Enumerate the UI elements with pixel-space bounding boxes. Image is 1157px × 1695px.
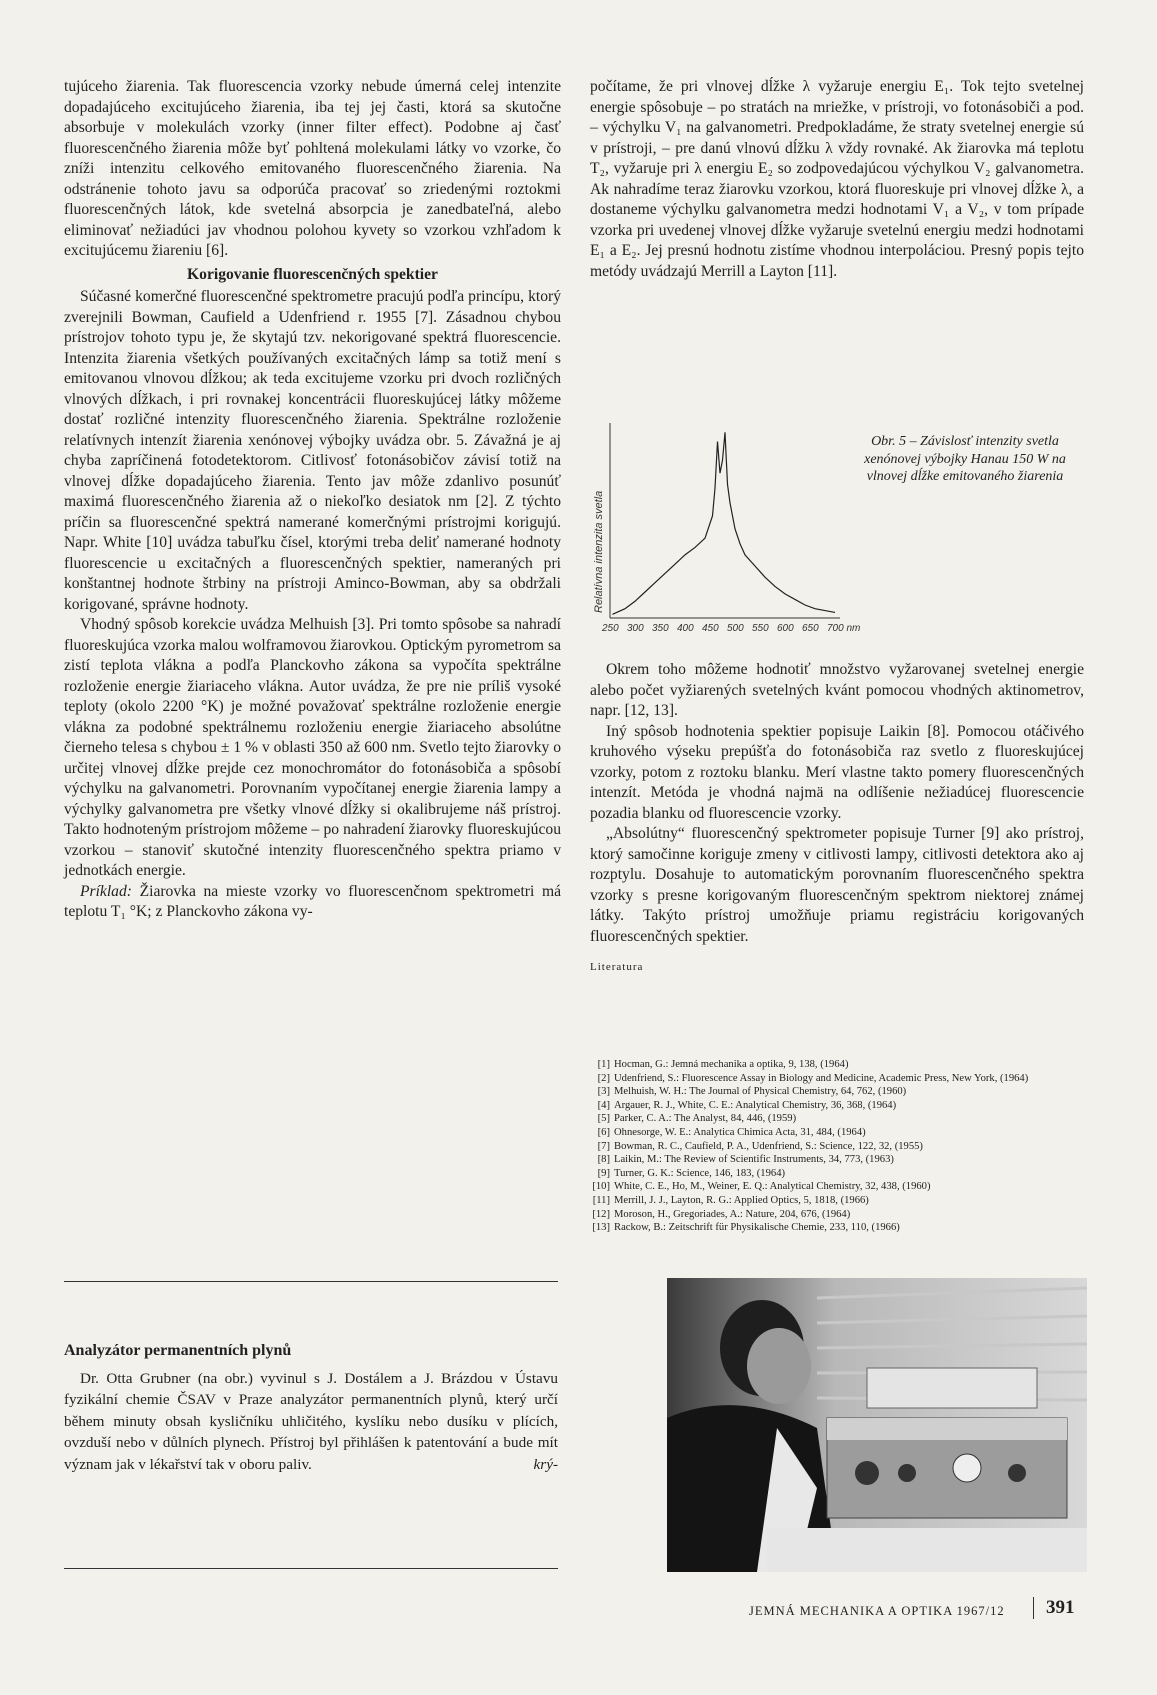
example-label: Príklad: xyxy=(80,882,132,900)
paragraph: počítame, že pri vlnovej dĺžke λ vyžaruje energiu E₁. Tok tejto svetelnej energie spôsobuje – po stratách na mriežke, v prístroji, vo fotonásobiči a pod. – výchylku V₁ na galvanometri. Predpokladáme, že straty svetelnej energie sú v prístroji, – pre danú vlnovú dĺžku λ vždy rovnaké. Ak žiarovka má teplotu T₂, vyžaruje pri λ energiu E₂ so zodpovedajúcou výchylkou V₂ galvanometra. Ak nahradíme teraz žiarovku vzorkou, ktorá fluoreskuje pri vlnovej dĺžke λ, a dostaneme výchylku galvanometra medzi hodnotami V₁ a V₂, v tom prípade vzorka pri uvedenej vlnovej dĺžke vyžaruje svetelnú energiu medzi hodnotami E₁ a E₂. Jej presnú hodnotu zistíme vhodnou interpoláciou. Presný popis tejto metódy uvádzajú Merrill a Layton [11]. xyxy=(590,78,1084,280)
reference-number: [12] xyxy=(592,1208,610,1220)
reference-item xyxy=(590,1058,1090,1072)
paragraph: tujúceho žiarenia. Tak fluorescencia vzorky nebude úmerná celej intenzite dopadajúceho excitujúceho žiarenia, iba tej jej časti, ktorá sa skutočne absorbuje v molekulách vzorky (inner filter effect). Podobne aj časť fluorescenčného žiarenia môže byť pohltená molekulami látky vo vzorke, čo zníži intenzitu celkového emitovaného fluorescenčného žiarenia. Na odstránenie tohoto javu sa odporúča pracovať so zriedenými roztokmi fluorescenčných látok, kde svetelná absorpcia je zanedbateľná, alebo eliminovať nežiadúci jav vhodnou polohou kyvety so vzorkou vzhľadom k excitujúcemu žiareniu [6]. xyxy=(64,78,561,259)
reference-text: Rackow, B.: Zeitschrift für Physikalische Chemie, 233, 110, (1966) xyxy=(614,1222,900,1234)
x-tick-label: 700 nm xyxy=(827,623,861,634)
divider xyxy=(64,1281,558,1282)
paragraph: Súčasné komerčné fluorescenčné spektrometre pracujú podľa princípu, ktorý zverejnili Bowman, Caufield a Udenfriend r. 1955 [7]. Zásadnou chybou prístrojov tohoto typu je, že skytajú tzv. nekorigované spektrá fluorescencie. Intenzita žiarenia všetkých používaných excitačných lámp sa totiž mení s emitovanou vlnovou dĺžkou; ak teda excitujeme vzorku pri dvoch rozličných vlnových dĺžkach, i pri rovnakej koncentrácii fluoreskujúcej látky môžeme dostať rozličné intenzity fluorescenčného žiarenia. Spektrálne rozloženie relatívnych intenzít žiarenia xenónovej výbojky uvádza obr. 5. Závažná je aj chyba zapríčinená fotodetektorom. Citlivosť fotonásobičov závisí totiž na vlnovej dĺžke dopadajúceho žiarenia. Tento jav môže zdanlivo posunúť maximá fluorescenčného žiarenia až o niekoľko desiatok nm [2]. Z týchto príčin sa fluorescenčné spektrá namerané komerčnými prístrojmi korigujú. Napr. White [10] uvádza tabuľku čísel, ktorými treba deliť namerané hodnoty fluorescencie u excitačných a fluorescenčných spektier, nameraných pri konštantnej hodnote štrbiny na prístroji Aminco-Bowman, aby sa obdržali korigované, správne hodnoty. xyxy=(64,288,561,613)
reference-number: [9] xyxy=(597,1167,610,1179)
divider xyxy=(64,1568,558,1569)
article-body xyxy=(64,1368,558,1476)
reference-text: Laikin, M.: The Review of Scientific Instruments, 34, 773, (1963) xyxy=(614,1154,894,1166)
reference-item xyxy=(590,1085,1090,1099)
paragraph: „Absolútny“ fluorescenčný spektrometer popisuje Turner [9] ako prístroj, ktorý samočinne koriguje zmeny v citlivosti lampy, citlivosti detektora ako aj rozptylu. Dosahuje to automatickým porovnaním fluorescenčného spektra vzorky s presne korigovaným fluorescenčným spektrom niektorej známej látky. Takýto prístroj umožňuje priamu registráciu korigovaných fluorescenčných spektier. xyxy=(590,825,1084,945)
reference-text: Moroson, H., Gregoriades, A.: Nature, 204, 676, (1964) xyxy=(614,1208,851,1220)
reference-number: [6] xyxy=(597,1126,610,1138)
reference-item xyxy=(590,1099,1090,1113)
x-tick-label: 600 xyxy=(777,623,794,634)
reference-item xyxy=(590,1126,1090,1140)
article-body-suffix: krý- xyxy=(533,1455,558,1473)
reference-number: [1] xyxy=(597,1059,610,1070)
y-axis-label: Relatívna intenzita svetla xyxy=(593,490,605,613)
reference-number: [11] xyxy=(592,1194,610,1206)
reference-text: Udenfriend, S.: Fluorescence Assay in Biology and Medicine, Academic Press, New York, (1964) xyxy=(614,1072,1029,1084)
reference-item xyxy=(590,1208,1090,1222)
x-tick-label: 650 xyxy=(802,623,819,634)
figure-caption: Obr. 5 – Závislosť intenzity svetla xenónovej výbojky Hanau 150 W na vlnovej dĺžke emitovaného žiarenia xyxy=(864,434,1066,484)
photo-illustration xyxy=(667,1278,1087,1572)
reference-text: Ohnesorge, W. E.: Analytica Chimica Acta, 31, 484, (1964) xyxy=(614,1126,866,1138)
reference-item xyxy=(590,1153,1090,1167)
paragraph xyxy=(64,882,561,923)
section-heading: Korigovanie fluorescenčných spektier xyxy=(187,265,438,283)
reference-item xyxy=(590,1167,1090,1181)
article-body-text: Dr. Otta Grubner (na obr.) vyvinul s J. Dostálem a J. Brázdou v Ústavu fyzikální chemie ČSAV v Praze analyzátor permanentních plynů, který určí během minuty obsah kysličníku uhličitého, kyslíku nebo dusíku v plících, ovzduší nebo v důlních plynech. Přístroj byl přihlášen k patentování a bude mít význam jak v lékařství tak v oboru paliv. xyxy=(64,1369,558,1473)
reference-number: [8] xyxy=(597,1154,610,1166)
x-tick-label: 350 xyxy=(652,623,669,634)
reference-text: Hocman, G.: Jemná mechanika a optika, 9, 138, (1964) xyxy=(614,1059,849,1070)
photo-analyzer xyxy=(667,1278,1087,1572)
reference-number: [13] xyxy=(592,1222,610,1234)
x-tick-label: 400 xyxy=(677,623,694,634)
references-list xyxy=(590,1058,1090,1235)
reference-item xyxy=(590,1180,1090,1194)
footer-separator xyxy=(1033,1597,1034,1619)
reference-item xyxy=(590,1221,1090,1235)
x-tick-label: 450 xyxy=(702,623,719,634)
x-tick-label: 550 xyxy=(752,623,769,634)
reference-number: [4] xyxy=(597,1099,610,1111)
reference-text: Merrill, J. J., Layton, R. G.: Applied Optics, 5, 1818, (1966) xyxy=(614,1194,869,1206)
right-column-bottom xyxy=(590,660,1084,981)
x-tick-label: 250 xyxy=(602,623,619,634)
spectrum-chart xyxy=(590,418,861,658)
x-tick-label: 300 xyxy=(627,623,644,634)
reference-item xyxy=(590,1112,1090,1126)
right-column-top xyxy=(590,77,1084,282)
reference-text: Turner, G. K.: Science, 146, 183, (1964) xyxy=(614,1167,786,1179)
reference-item xyxy=(590,1072,1090,1086)
reference-number: [10] xyxy=(592,1181,610,1193)
literature-title: Literatura xyxy=(590,961,644,973)
x-tick-label: 500 xyxy=(727,623,744,634)
series-line xyxy=(613,432,836,614)
paragraph: Iný spôsob hodnotenia spektier popisuje Laikin [8]. Pomocou otáčivého kruhového výseku prepúšťa do fotonásobiča raz svetlo z fluoreskujúcej vzorky, potom z roztoku blanku. Merí vlastne takto pomery fluorescenčných intenzít. Metóda je vhodná najmä na odlíšenie nežiadúcej fluorescencie pozadia blanku od fluorescencie vzorky. xyxy=(590,722,1084,822)
reference-item xyxy=(590,1194,1090,1208)
figure-5 xyxy=(590,418,1085,658)
example-text: Žiarovka na mieste vzorky vo fluorescenčnom spektrometri má teplotu T₁ °K; z Planckovho zákona vy- xyxy=(64,882,561,920)
paragraph: Okrem toho môžeme hodnotiť množstvo vyžarovanej svetelnej energie alebo počet vyžiarených svetelných kvánt pomocou vhodných aktinometrov, napr. [12, 13]. xyxy=(590,661,1084,719)
reference-text: White, C. E., Ho, M., Weiner, E. Q.: Analytical Chemistry, 32, 438, (1960) xyxy=(614,1181,931,1193)
reference-number: [2] xyxy=(597,1072,610,1084)
reference-text: Argauer, R. J., White, C. E.: Analytical Chemistry, 36, 368, (1964) xyxy=(614,1099,897,1111)
reference-text: Parker, C. A.: The Analyst, 84, 446, (1959) xyxy=(614,1113,797,1125)
reference-text: Melhuish, W. H.: The Journal of Physical Chemistry, 64, 762, (1960) xyxy=(614,1086,907,1098)
article-title: Analyzátor permanentních plynů xyxy=(64,1342,292,1359)
reference-number: [3] xyxy=(597,1086,610,1098)
reference-number: [7] xyxy=(597,1140,610,1152)
journal-footer: JEMNÁ MECHANIKA A OPTIKA 1967/12 xyxy=(749,1604,1005,1618)
reference-item xyxy=(590,1140,1090,1154)
reference-text: Bowman, R. C., Caufield, P. A., Udenfriend, S.: Science, 122, 32, (1955) xyxy=(614,1140,923,1152)
reference-number: [5] xyxy=(597,1113,610,1125)
left-column xyxy=(64,77,561,923)
article-analyzer xyxy=(64,1340,558,1475)
paragraph: Vhodný spôsob korekcie uvádza Melhuish [3]. Pri tomto spôsobe sa nahradí fluoreskujúca vzorka malou wolframovou žiarovkou. Optickým pyrometrom sa zistí teplota vlákna a podľa Planckovho zákona sa vypočíta spektrálne rozloženie energie žiariaceho vlákna. Autor uvádza, že pre nie príliš vysoké teploty (okolo 2200 °K) je možné považovať spektrálne rozloženie energie vlákna za podobné spektrálnemu rozloženiu energie žiariaceho absolútne čierneho telesa s chybou ± 1 % v oblasti 350 až 600 nm. Svetlo tejto žiarovky o určitej vlnovej dĺžke prejde cez monochromátor do fotonásobiča a spôsobí výchylku na galvanometri. Porovnaním vypočítanej energie žiarenia lampy a výchylky galvanometra pre všetky vlnové dĺžky si okalibrujeme náš prístroj. Takto hodnoteným prístrojom môžeme – po nahradení žiarovky fluoreskujúcou vzorkou – stanoviť skutočné intenzity fluorescenčného spektra priamo v jednotkách energie. xyxy=(64,616,561,879)
page-number: 391 xyxy=(1046,1597,1075,1618)
